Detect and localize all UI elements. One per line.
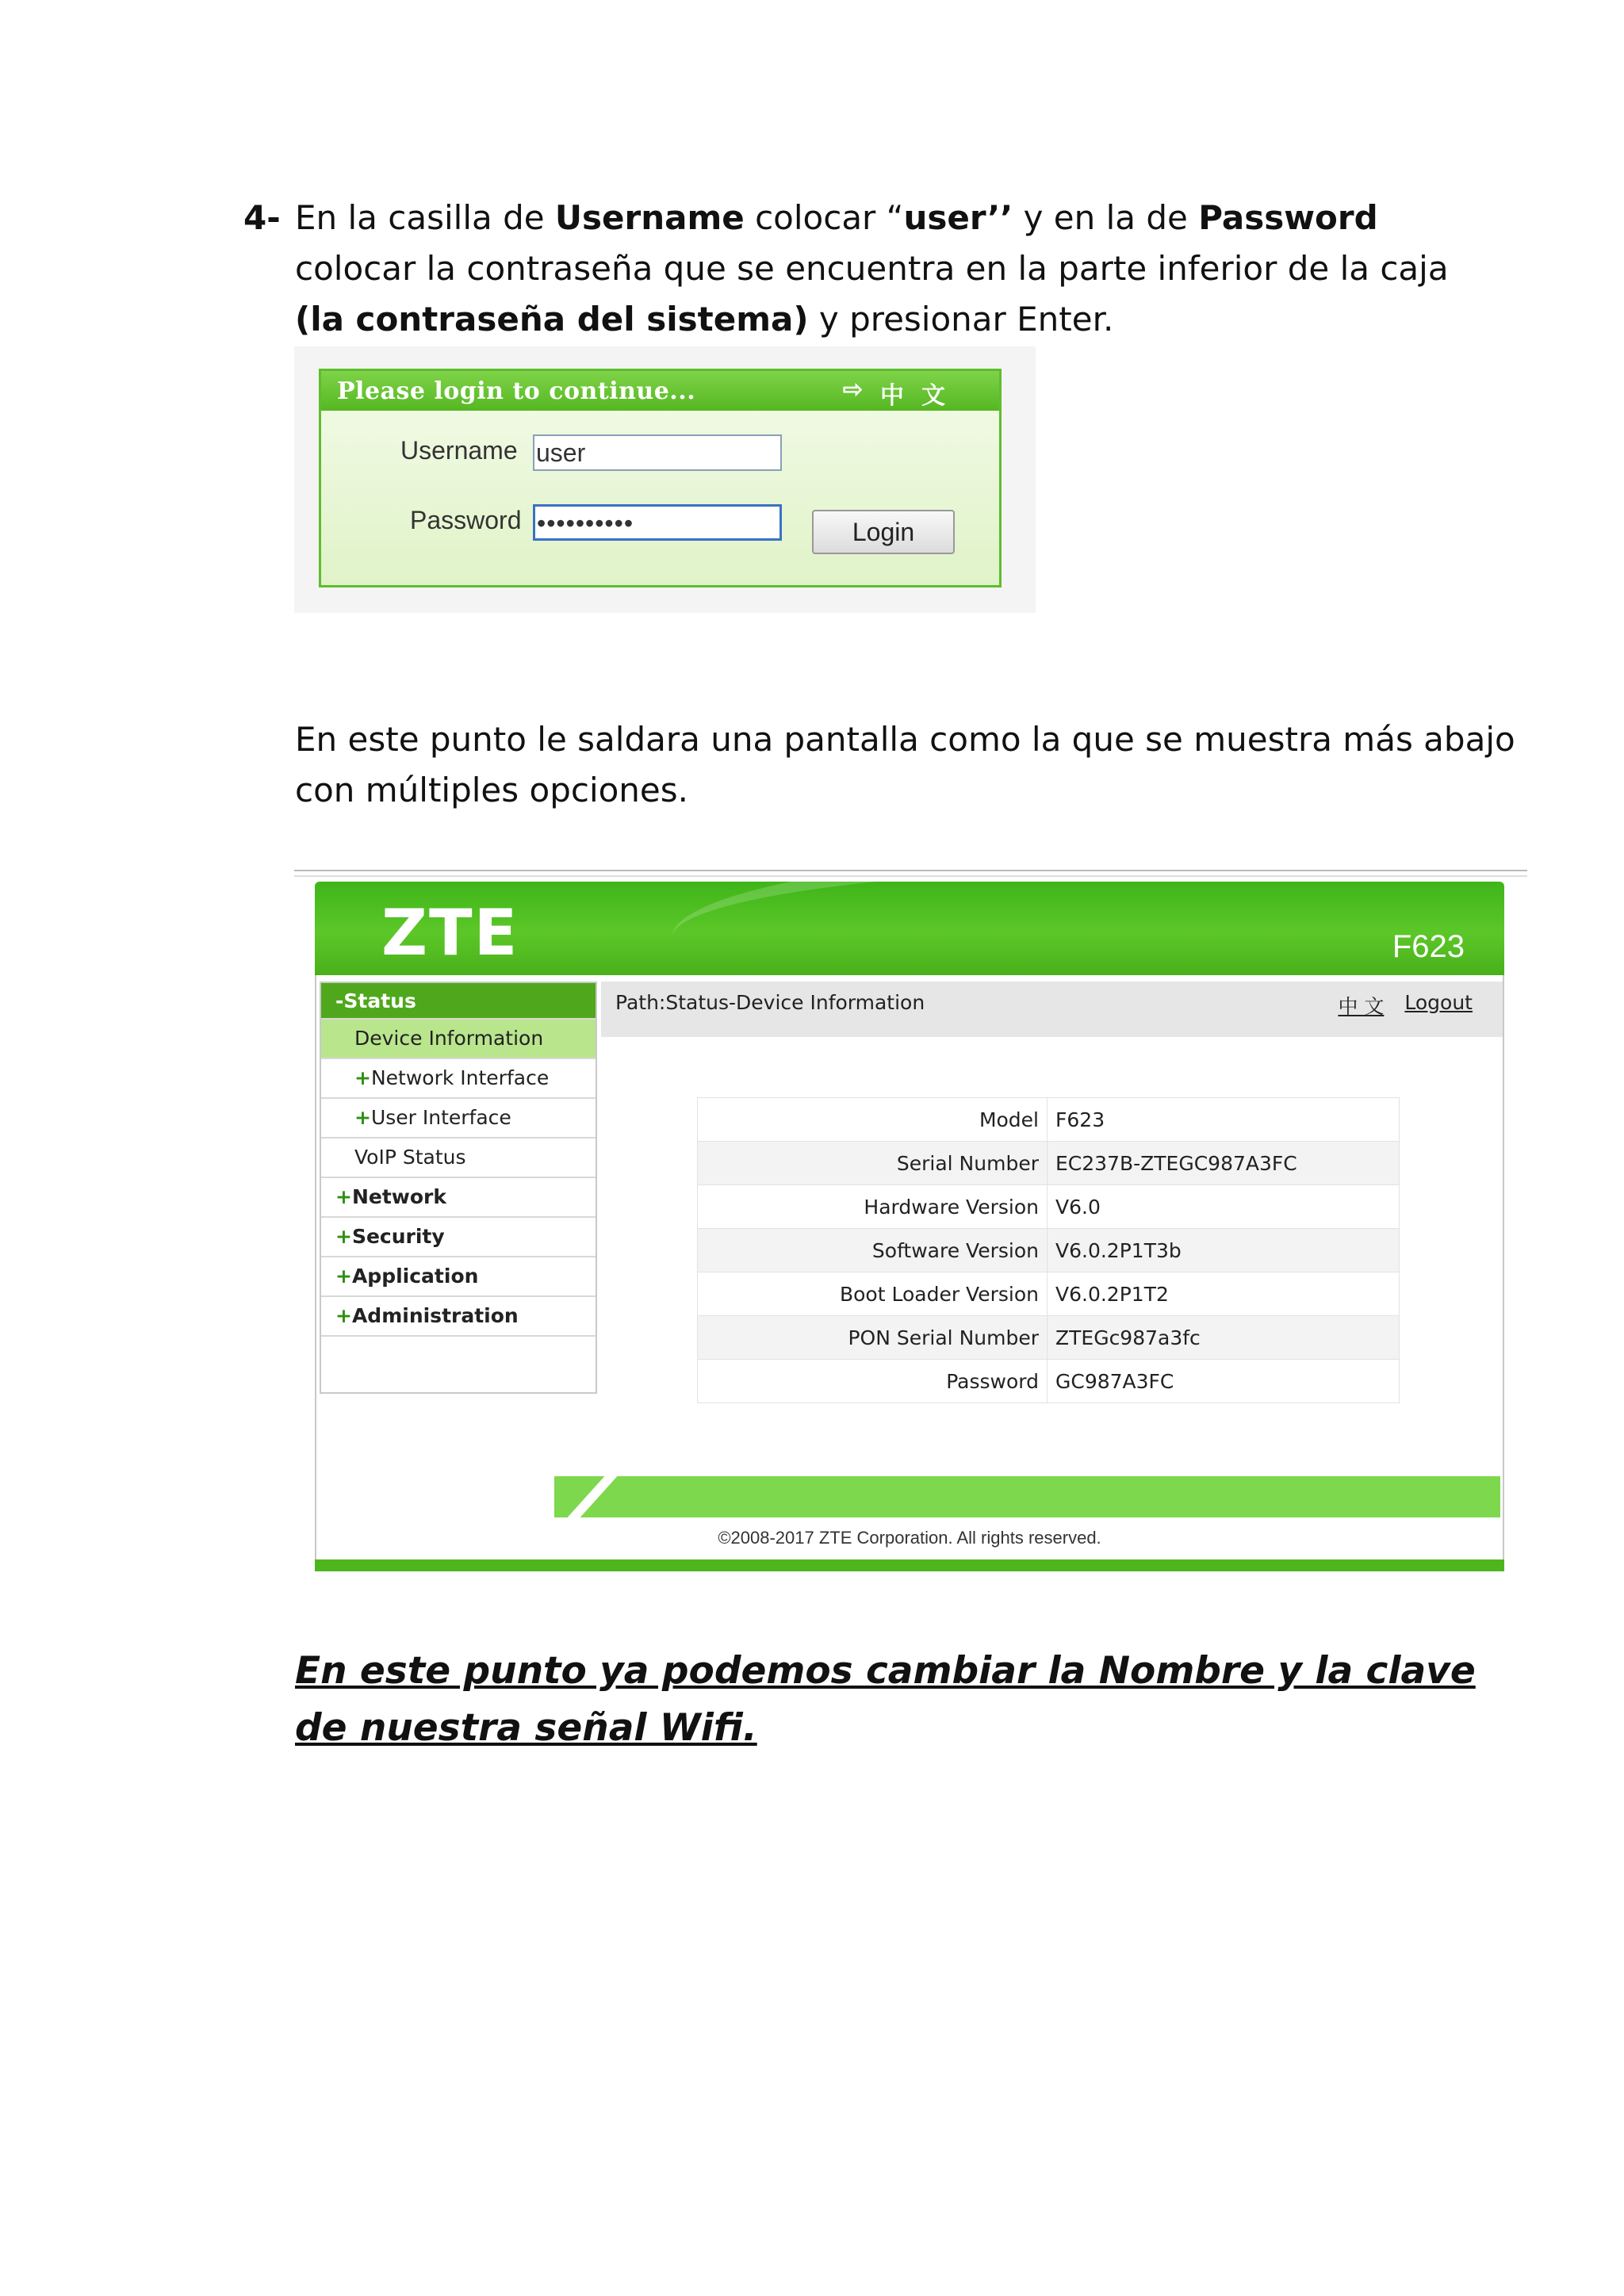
expand-plus-icon: + — [335, 1265, 352, 1288]
sidebar-item-label: Security — [351, 1225, 445, 1248]
step-text-5: y presionar Enter. — [808, 300, 1114, 339]
username-input[interactable]: user — [533, 434, 782, 471]
sidebar-item-administration[interactable] — [321, 1297, 596, 1337]
login-screenshot — [294, 346, 1036, 613]
password-input[interactable]: •••••••••• — [533, 504, 782, 541]
footer-green-bar — [554, 1476, 1500, 1517]
sidebar-item-network[interactable] — [321, 1178, 596, 1218]
username-label: Username — [400, 436, 518, 465]
step-4-text — [295, 193, 1500, 345]
step-bold-username: Username — [554, 198, 745, 237]
row-key: PON Serial Number — [698, 1316, 1048, 1360]
sidebar-nav — [320, 982, 597, 1394]
password-label: Password — [410, 506, 522, 534]
row-value: V6.0.2P1T3b — [1048, 1229, 1400, 1272]
row-key: Serial Number — [698, 1142, 1048, 1185]
row-value: ZTEGc987a3fc — [1048, 1316, 1400, 1360]
row-value: GC987A3FC — [1048, 1360, 1400, 1403]
logout-link[interactable]: Logout — [1404, 991, 1473, 1014]
table-row — [698, 1229, 1400, 1272]
login-header — [321, 371, 999, 411]
row-value: EC237B-ZTEGC987A3FC — [1048, 1142, 1400, 1185]
step-bold-user: user’’ — [903, 198, 1013, 237]
lang-wen-link[interactable]: 文 — [921, 383, 945, 409]
screenshot-divider — [294, 870, 1527, 877]
sidebar-item-network-interface[interactable] — [321, 1059, 596, 1099]
step-text-4: colocar la contraseña que se encuentra en la parte inferior de la caja — [295, 249, 1449, 288]
expand-plus-icon: + — [335, 1304, 352, 1327]
login-panel — [319, 369, 1002, 587]
language-link[interactable]: 中 文 — [1338, 995, 1385, 1018]
zte-model-label: F623 — [1392, 929, 1465, 964]
row-key: Software Version — [698, 1229, 1048, 1272]
sidebar-item-application[interactable] — [321, 1257, 596, 1297]
sidebar-item-user-interface[interactable] — [321, 1099, 596, 1138]
lang-zh-link[interactable]: 中 — [880, 383, 904, 409]
breadcrumb: Path:Status-Device Information — [615, 991, 925, 1014]
step-number: 4- — [243, 198, 281, 237]
step-text-1: En la casilla de — [295, 198, 555, 237]
table-row — [698, 1142, 1400, 1185]
row-key: Password — [698, 1360, 1048, 1403]
footer-mask — [513, 1476, 554, 1517]
expand-plus-icon: + — [335, 1185, 352, 1208]
arrow-right-icon: ⇨ — [842, 377, 863, 403]
zte-router-screenshot — [315, 882, 1504, 1571]
sidebar-item-label: Application — [351, 1265, 479, 1288]
sidebar-item-label: User Interface — [370, 1106, 511, 1129]
table-row — [698, 1272, 1400, 1316]
row-value: V6.0 — [1048, 1185, 1400, 1229]
login-button[interactable]: Login — [812, 510, 955, 554]
device-info-table — [697, 1097, 1400, 1403]
sidebar-item-device-information[interactable]: Device Information — [321, 1020, 596, 1059]
step-text-2: colocar “ — [744, 198, 904, 237]
zte-logo: ZTE — [381, 896, 519, 970]
login-title: Please login to continue... — [337, 377, 696, 405]
step-bold-password: Password — [1198, 198, 1378, 237]
row-key: Hardware Version — [698, 1185, 1048, 1229]
table-row — [698, 1360, 1400, 1403]
copyright-text: ©2008-2017 ZTE Corporation. All rights reserved. — [718, 1528, 1101, 1548]
path-links — [1338, 991, 1473, 1020]
expand-plus-icon: + — [335, 1225, 352, 1248]
sidebar-item-security[interactable] — [321, 1218, 596, 1257]
row-key: Model — [698, 1098, 1048, 1142]
path-bar — [601, 982, 1503, 1037]
table-row — [698, 1316, 1400, 1360]
zte-header — [315, 882, 1504, 975]
row-value: V6.0.2P1T2 — [1048, 1272, 1400, 1316]
expand-plus-icon: + — [354, 1106, 371, 1129]
step-text-3: y en la de — [1013, 198, 1199, 237]
table-row — [698, 1185, 1400, 1229]
sidebar-item-status[interactable]: -Status — [321, 983, 596, 1020]
login-language-switch[interactable] — [843, 376, 945, 411]
step-bold-system-password: (la contraseña del sistema) — [295, 300, 809, 339]
paragraph-intro-screen: En este punto le saldara una pantalla como la que se muestra más abajo con múltiples opciones. — [295, 720, 1515, 809]
sidebar-item-label: Network — [351, 1185, 447, 1208]
row-key: Boot Loader Version — [698, 1272, 1048, 1316]
footer-bottom-strip — [315, 1559, 1504, 1571]
sidebar-item-label: Network Interface — [370, 1066, 550, 1089]
closing-statement: En este punto ya podemos cambiar la Nombre y la clave de nuestra señal Wifi. — [295, 1649, 1476, 1750]
table-row — [698, 1098, 1400, 1142]
row-value: F623 — [1048, 1098, 1400, 1142]
sidebar-item-voip-status[interactable]: VoIP Status — [321, 1138, 596, 1178]
expand-plus-icon: + — [354, 1066, 371, 1089]
sidebar-item-label: Administration — [351, 1304, 519, 1327]
